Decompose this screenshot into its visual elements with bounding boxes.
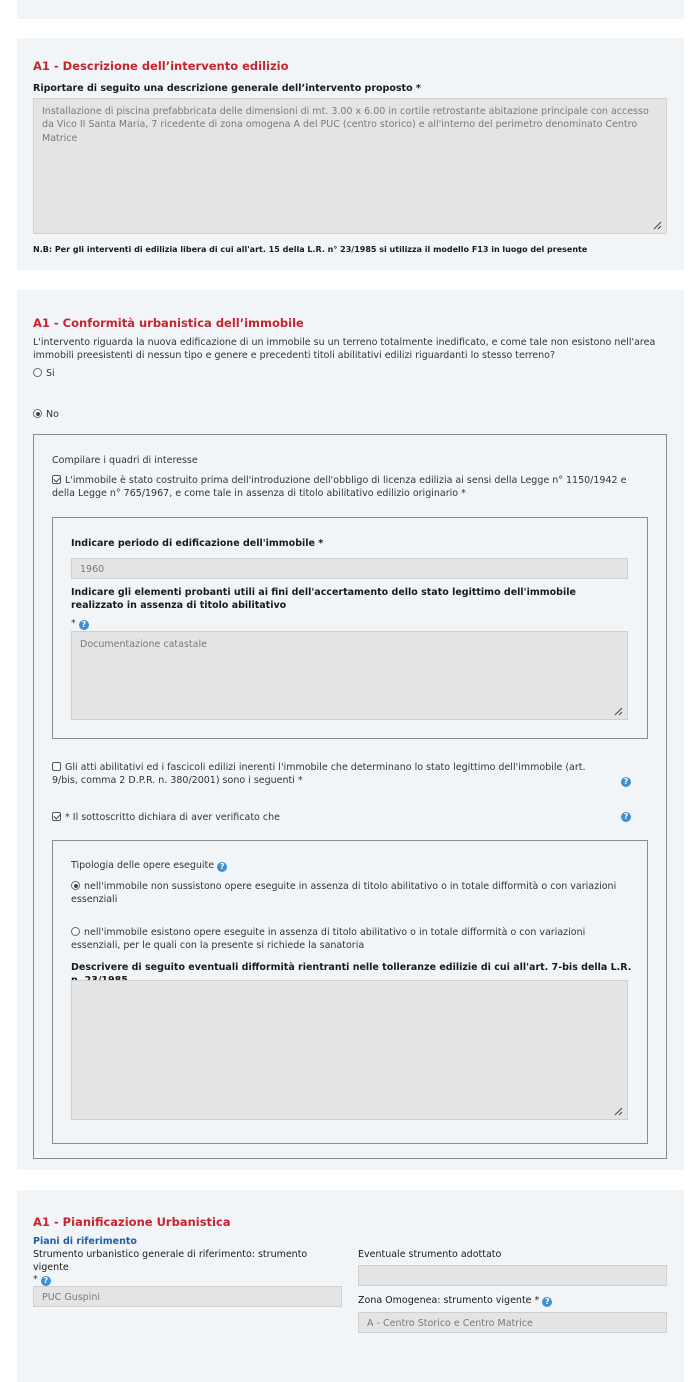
conformita-title: A1 - Conformità urbanistica dell’immobile <box>33 316 304 330</box>
radio-no-circle[interactable] <box>33 409 42 418</box>
check1-label: L'immobile è stato costruito prima dell'introduzione dell'obbligo di licenza edilizia ai sensi della Legge n° 1150/1942 e della Legge n° 765/1967, e come tale in assenza di titolo abilitativo edilizio originario * <box>52 475 627 500</box>
strumento-req-row <box>33 1273 51 1286</box>
check1-row[interactable] <box>52 474 632 501</box>
conformita-section <box>17 290 684 1170</box>
periodo-box <box>52 517 648 739</box>
question-circle-icon[interactable]: ? <box>621 812 631 822</box>
descrizione-label: Riportare di seguito una descrizione generale dell’intervento proposto * <box>33 83 421 94</box>
adottato-input[interactable] <box>358 1265 667 1286</box>
zona-value: A - Centro Storico e Centro Matrice <box>367 1318 533 1329</box>
question-circle-icon[interactable]: ? <box>621 777 631 787</box>
periodo-label: Indicare periodo di edificazione dell'immobile * <box>71 538 324 549</box>
conformita-question: L'intervento riguarda la nuova edificazione di un immobile su un terreno totalmente inedificato, e come tale non esistono nell'area immobili preesistenti di nessun tipo e genere e precedenti titoli abilitativi edilizi riguardanti lo stesso terreno? <box>33 337 656 362</box>
elementi-required: * <box>71 618 76 629</box>
elementi-value: Documentazione catastale <box>80 639 207 650</box>
zona-row <box>358 1294 552 1307</box>
radio-no[interactable] <box>33 408 59 421</box>
tipologia-label: Tipologia delle opere eseguite <box>71 860 215 871</box>
strumento-input[interactable] <box>33 1286 342 1307</box>
tipologia-row <box>71 859 227 872</box>
strumento-label: Strumento urbanistico generale di riferimento: strumento vigente <box>33 1249 308 1274</box>
resize-grip-icon[interactable] <box>614 1107 623 1116</box>
difformita-label: Descrivere di seguito eventuali difformità rientranti nelle tolleranze edilizie di cui all'art. 7-bis della L.R. <box>71 962 632 973</box>
strumento-value: PUC Guspini <box>42 1292 100 1303</box>
tipologia-box <box>52 840 648 1144</box>
tip-opt2-label: nell'immobile esistono opere eseguite in assenza di titolo abilitativo o in totale difformità o con variazioni essenziali, per le quali con la presente si richiede la sanatoria <box>71 927 586 952</box>
periodo-input[interactable] <box>71 558 628 579</box>
radio-no-label: No <box>46 409 59 420</box>
descrizione-value: Installazione di piscina prefabbricata delle dimensioni di mt. 3.00 x 6.00 in cortile retrostante abitazione principale con accesso da Vico II Santa Maria, 7 ricedente di zona omogena A del PUC (centro storico) e all'interno del perimetro denominato Centro Matrice <box>42 106 649 144</box>
difformita-textarea[interactable] <box>71 980 628 1120</box>
quadri-interesse-box <box>33 434 667 1159</box>
periodo-value: 1960 <box>80 564 105 575</box>
question-circle-icon[interactable]: ? <box>79 620 89 630</box>
pianificazione-section <box>17 1190 684 1382</box>
check1-checkbox[interactable] <box>52 475 61 484</box>
descrizione-textarea[interactable] <box>33 98 667 234</box>
radio-si-label: Si <box>46 368 55 379</box>
elementi-req-row <box>71 617 89 630</box>
radio-si[interactable] <box>33 367 55 380</box>
strumento-required: * <box>33 1274 38 1285</box>
question-circle-icon[interactable]: ? <box>542 1297 552 1307</box>
tip-opt2-row[interactable] <box>71 926 631 953</box>
radio-si-circle[interactable] <box>33 368 42 377</box>
zona-input[interactable] <box>358 1312 667 1333</box>
check3-checkbox[interactable] <box>52 812 61 821</box>
previous-section-panel <box>17 0 684 19</box>
tip-opt1-row[interactable] <box>71 880 631 907</box>
check2-row[interactable] <box>52 761 612 788</box>
zona-label: Zona Omogenea: strumento vigente * <box>358 1295 540 1306</box>
elementi-textarea[interactable] <box>71 631 628 720</box>
question-circle-icon[interactable]: ? <box>217 862 227 872</box>
descrizione-section <box>17 38 684 270</box>
elementi-label: Indicare gli elementi probanti utili ai fini dell'accertamento dello stato legittimo dell'immobile realizzato in assenza di titolo abilitativo <box>71 587 576 612</box>
descrizione-title: A1 - Descrizione dell’intervento edilizio <box>33 59 289 73</box>
resize-grip-icon[interactable] <box>614 707 623 716</box>
check2-checkbox[interactable] <box>52 762 61 771</box>
resize-grip-icon[interactable] <box>653 221 662 230</box>
pianificazione-title: A1 - Pianificazione Urbanistica <box>33 1215 231 1229</box>
check2-label: Gli atti abilitativi ed i fascicoli edilizi inerenti l'immobile che determinano lo stato legittimo dell'immobile (art. 9/bis, comma 2 D.P.R. n. 380/2001) sono i seguenti * <box>52 762 586 787</box>
piani-riferimento-label: Piani di riferimento <box>33 1236 137 1247</box>
tip-opt2-radio[interactable] <box>71 927 80 936</box>
adottato-label: Eventuale strumento adottato <box>358 1249 502 1260</box>
check3-row[interactable] <box>52 811 280 824</box>
tip-opt1-radio[interactable] <box>71 881 80 890</box>
descrizione-note: N.B: Per gli interventi di edilizia libera di cui all'art. 15 della L.R. n° 23/1985 si utilizza il modello F13 in luogo del presente <box>33 245 588 254</box>
question-circle-icon[interactable]: ? <box>41 1276 51 1286</box>
compilare-label: Compilare i quadri di interesse <box>52 455 198 466</box>
tip-opt1-label: nell'immobile non sussistono opere eseguite in assenza di titolo abilitativo o in totale difformità o con variazioni essenziali <box>71 881 617 906</box>
check3-label: * Il sottoscritto dichiara di aver verificato che <box>65 812 280 823</box>
